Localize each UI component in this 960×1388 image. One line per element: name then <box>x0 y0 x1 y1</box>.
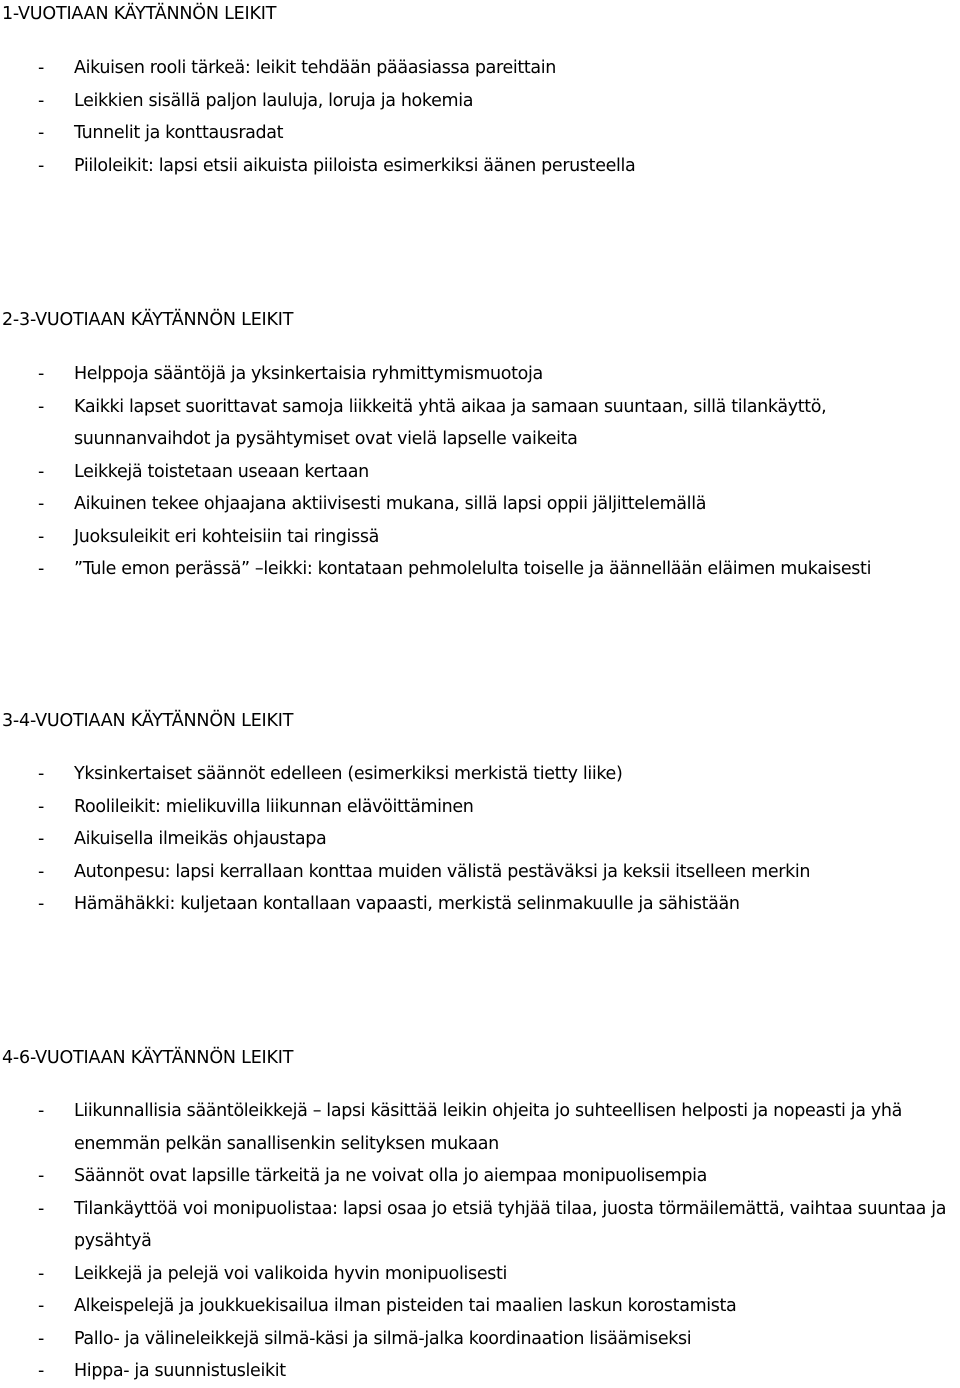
list-item <box>0 758 960 791</box>
list-item-text: Juoksuleikit eri kohteisiin tai ringissä <box>74 526 379 547</box>
list-item-text: ”Tule emon perässä” –leikki: kontataan pehmolelulta toiselle ja äännellään eläimen mukaisesti <box>74 559 872 579</box>
bullet-dash: - <box>38 861 44 882</box>
bullet-dash: - <box>38 526 44 547</box>
list-item-text: Yksinkertaiset säännöt edelleen (esimerkiksi merkistä tietty liike) <box>74 764 623 784</box>
list-item-text: Leikkien sisällä paljon lauluja, loruja ja hokemia <box>74 90 474 111</box>
list-item-text: Helppoja sääntöjä ja yksinkertaisia ryhmittymismuotoja <box>74 364 543 384</box>
list-item-text: Aikuinen tekee ohjaajana aktiivisesti mukana, sillä lapsi oppii jäljittelemällä <box>74 494 707 514</box>
list-item-text: Leikkejä ja pelejä voi valikoida hyvin monipuolisesti <box>74 1263 508 1284</box>
list-item <box>0 1258 960 1291</box>
bullet-dash: - <box>38 155 44 176</box>
list-item <box>0 150 960 183</box>
list-item <box>0 1095 960 1160</box>
section-heading: 1-VUOTIAAN KÄYTÄNNÖN LEIKIT <box>2 4 277 24</box>
section-heading: 3-4-VUOTIAAN KÄYTÄNNÖN LEIKIT <box>2 711 294 731</box>
list-item <box>0 888 960 921</box>
bullet-dash: - <box>38 894 44 914</box>
bullet-dash: - <box>38 396 44 417</box>
bullet-dash: - <box>38 1296 44 1316</box>
item-list <box>0 1095 960 1388</box>
list-item-text: Kaikki lapset suorittavat samoja liikkeitä yhtä aikaa ja samaan suuntaan, sillä tilankäyttö, suunnanvaihdot ja pysähtymiset ovat vielä lapselle vaikeita <box>74 396 827 449</box>
list-item-text: Aikuisen rooli tärkeä: leikit tehdään pääasiassa pareittain <box>74 58 557 78</box>
list-item <box>0 791 960 824</box>
section-heading: 2-3-VUOTIAAN KÄYTÄNNÖN LEIKIT <box>2 310 294 330</box>
list-item <box>0 553 960 586</box>
bullet-dash: - <box>38 829 44 849</box>
bullet-dash: - <box>38 123 44 143</box>
list-item <box>0 1290 960 1323</box>
list-item <box>0 1355 960 1388</box>
list-item <box>0 391 960 456</box>
list-item <box>0 52 960 85</box>
list-item-text: Leikkejä toistetaan useaan kertaan <box>74 461 369 482</box>
list-item <box>0 358 960 391</box>
item-list <box>0 358 960 586</box>
bullet-dash: - <box>38 90 44 111</box>
list-item <box>0 1160 960 1193</box>
list-item-text: Alkeispelejä ja joukkuekisailua ilman pisteiden tai maalien laskun korostamista <box>74 1296 737 1316</box>
list-item-text: Tunnelit ja konttausradat <box>74 123 284 143</box>
list-item <box>0 117 960 150</box>
bullet-dash: - <box>38 364 44 384</box>
list-item-text: Piiloleikit: lapsi etsii aikuista piiloista esimerkiksi äänen perusteella <box>74 155 636 176</box>
bullet-dash: - <box>38 494 44 514</box>
list-item <box>0 521 960 554</box>
list-item-text: Pallo- ja välineleikkejä silmä-käsi ja silmä-jalka koordinaation lisäämiseksi <box>74 1328 692 1349</box>
bullet-dash: - <box>38 1328 44 1349</box>
item-list <box>0 52 960 182</box>
list-item-text: Liikunnallisia sääntöleikkejä – lapsi käsittää leikin ohjeita jo suhteellisen helposti ja nopeasti ja yhä enemmän pelkän sanallisenkin selityksen mukaan <box>74 1101 902 1154</box>
list-item-text: Hämähäkki: kuljetaan kontallaan vapaasti, merkistä selinmakuulle ja sähistään <box>74 894 740 914</box>
bullet-dash: - <box>38 1101 44 1121</box>
list-item <box>0 456 960 489</box>
list-item <box>0 85 960 118</box>
bullet-dash: - <box>38 1361 44 1381</box>
bullet-dash: - <box>38 1263 44 1284</box>
bullet-dash: - <box>38 796 44 817</box>
section-heading: 4-6-VUOTIAAN KÄYTÄNNÖN LEIKIT <box>2 1048 294 1068</box>
bullet-dash: - <box>38 1166 44 1186</box>
list-item-text: Autonpesu: lapsi kerrallaan konttaa muiden välistä pestäväksi ja keksii itselleen merkin <box>74 861 811 882</box>
bullet-dash: - <box>38 764 44 784</box>
bullet-dash: - <box>38 559 44 579</box>
list-item <box>0 1323 960 1356</box>
item-list <box>0 758 960 921</box>
list-item-text: Tilankäyttöä voi monipuolistaa: lapsi osaa jo etsiä tyhjää tilaa, juosta törmäilemättä, vaihtaa suuntaa ja pysähtyä <box>74 1198 947 1251</box>
list-item-text: Hippa- ja suunnistusleikit <box>74 1361 286 1381</box>
list-item-text: Aikuisella ilmeikäs ohjaustapa <box>74 829 327 849</box>
list-item-text: Roolileikit: mielikuvilla liikunnan elävöittäminen <box>74 796 474 817</box>
list-item <box>0 823 960 856</box>
list-item-text: Säännöt ovat lapsille tärkeitä ja ne voivat olla jo aiempaa monipuolisempia <box>74 1166 707 1186</box>
bullet-dash: - <box>38 58 44 78</box>
bullet-dash: - <box>38 461 44 482</box>
list-item <box>0 1193 960 1258</box>
bullet-dash: - <box>38 1198 44 1219</box>
list-item <box>0 856 960 889</box>
list-item <box>0 488 960 521</box>
